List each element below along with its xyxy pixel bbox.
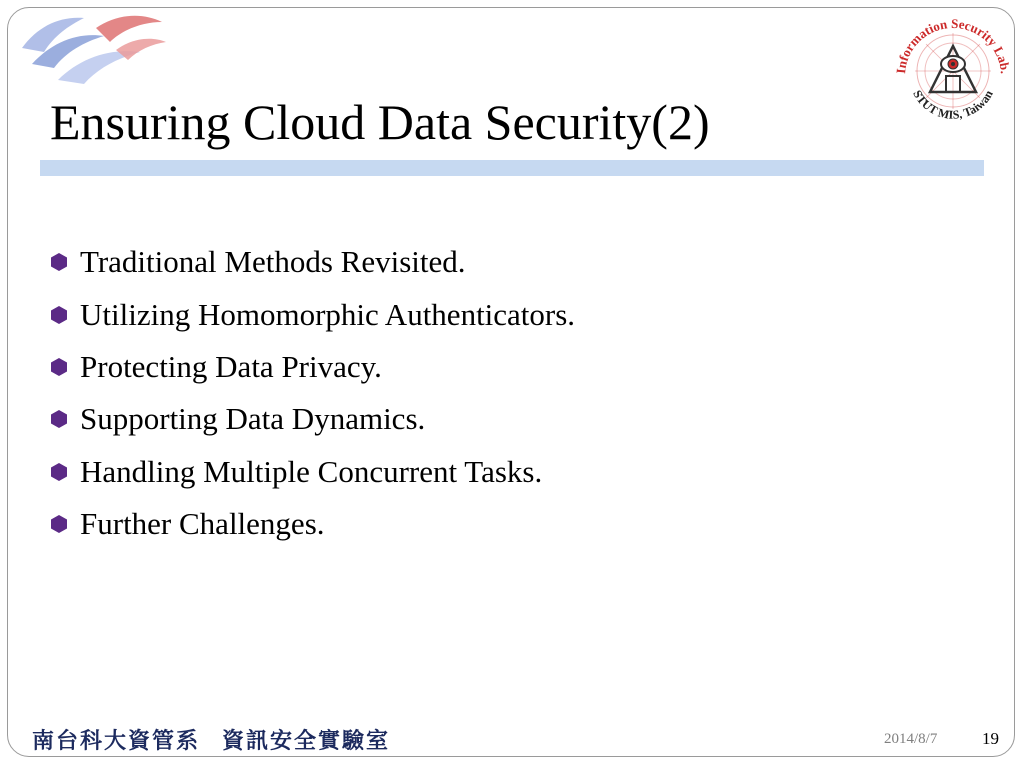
purple-hexagon-bullet-icon (50, 409, 68, 429)
bullet-item (50, 393, 575, 445)
bullet-text: Supporting Data Dynamics. (80, 401, 426, 437)
page-number: 19 (982, 729, 999, 748)
purple-hexagon-bullet-icon (50, 357, 68, 377)
bullet-item (50, 446, 575, 498)
slide-title: Ensuring Cloud Data Security(2) (50, 94, 710, 150)
bullet-text: Traditional Methods Revisited. (80, 244, 466, 280)
bullet-item (50, 236, 575, 288)
badge-top-text: Information Security Lab. (893, 15, 1013, 75)
title-underline-bar (40, 160, 984, 176)
bullet-item (50, 288, 575, 340)
purple-hexagon-bullet-icon (50, 514, 68, 534)
bullet-text: Handling Multiple Concurrent Tasks. (80, 453, 543, 489)
purple-hexagon-bullet-icon (50, 462, 68, 482)
purple-hexagon-bullet-icon (50, 252, 68, 272)
bullet-item (50, 341, 575, 393)
footer-date: 2014/8/7 (884, 731, 938, 747)
footer-lab-name: 資訊安全實驗室 (222, 729, 391, 754)
bullet-item (50, 498, 575, 550)
bullet-text: Utilizing Homomorphic Authenticators. (80, 296, 576, 332)
footer-department: 南台科大資管系 (32, 729, 201, 754)
footer-organization (32, 724, 390, 755)
swoosh-logo-icon (18, 8, 168, 88)
purple-hexagon-bullet-icon (50, 305, 68, 325)
badge-bottom-text: STUT MIS, Taiwan (910, 87, 996, 122)
bullet-text: Protecting Data Privacy. (80, 348, 382, 384)
bullet-text: Further Challenges. (80, 506, 325, 542)
information-security-lab-badge (888, 6, 1018, 136)
bullet-list (50, 236, 575, 550)
